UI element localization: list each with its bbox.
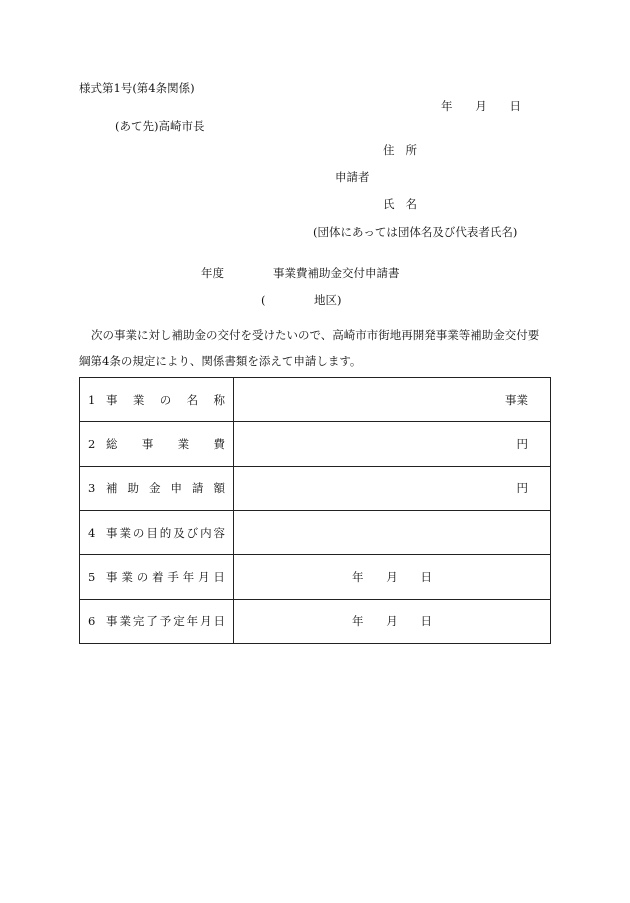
completion-date-field[interactable]: [234, 599, 551, 643]
organization-note: (団体にあっては団体名及び代表者氏名): [313, 225, 518, 239]
row-label-cell: [80, 466, 234, 510]
row-number: 3: [88, 481, 96, 496]
row-label-cell: [80, 510, 234, 554]
name-label: 氏 名: [383, 197, 417, 211]
date-year-label: 年: [441, 99, 453, 113]
row-number: 2: [88, 436, 96, 451]
table-row: [80, 378, 551, 422]
date-month-label: 月: [475, 99, 487, 113]
row-number: 1: [88, 392, 96, 407]
table-row: [80, 422, 551, 466]
row-number: 6: [88, 614, 96, 629]
start-date-field[interactable]: [234, 555, 551, 599]
row-label-cell: [80, 599, 234, 643]
row-label: 総 事 業 費: [106, 436, 225, 451]
row-label-cell: [80, 555, 234, 599]
district-label: 地区): [314, 293, 342, 307]
application-table: [79, 377, 551, 644]
applicant-label: 申請者: [335, 170, 370, 184]
body-line-2: 綱第4条の規定により、関係書類を添えて申請します。: [79, 354, 362, 368]
purpose-content-field[interactable]: [234, 510, 551, 554]
total-cost-field[interactable]: [234, 422, 551, 466]
district-open-paren: (: [261, 293, 266, 307]
row-label: 事 業 完 了 予 定 年 月 日: [106, 614, 225, 629]
row-label-cell: [80, 378, 234, 422]
unit-label: 事業: [505, 392, 528, 407]
date-day-label: 日: [509, 99, 521, 113]
table-row: [80, 599, 551, 643]
project-name-field[interactable]: [234, 378, 551, 422]
table-row: [80, 555, 551, 599]
fiscal-year-label: 年度: [201, 266, 224, 280]
row-label: 補 助 金 申 請 額: [106, 481, 225, 496]
addressee: (あて先)高崎市長: [115, 119, 205, 133]
row-label: 事 業 の 着 手 年 月 日: [106, 569, 225, 584]
unit-label: 円: [516, 481, 528, 496]
unit-label: 円: [516, 436, 528, 451]
application-date: [441, 101, 521, 113]
form-number: 様式第1号(第4条関係): [79, 81, 195, 95]
body-line-1: 次の事業に対し補助金の交付を受けたいので、高崎市市街地再開発事業等補助金交付要: [91, 328, 540, 342]
address-label: 住 所: [383, 143, 417, 157]
row-label: 事 業 の 名 称: [106, 392, 225, 407]
date-parts: 年 月 日: [352, 614, 432, 629]
row-label: 事 業 の 目 的 及 び 内 容: [106, 525, 225, 540]
subsidy-amount-field[interactable]: [234, 466, 551, 510]
table-row: [80, 510, 551, 554]
document-title: 事業費補助金交付申請書: [273, 266, 400, 280]
row-number: 4: [88, 525, 96, 540]
table-row: [80, 466, 551, 510]
date-parts: 年 月 日: [352, 569, 432, 584]
row-label-cell: [80, 422, 234, 466]
row-number: 5: [88, 569, 96, 584]
